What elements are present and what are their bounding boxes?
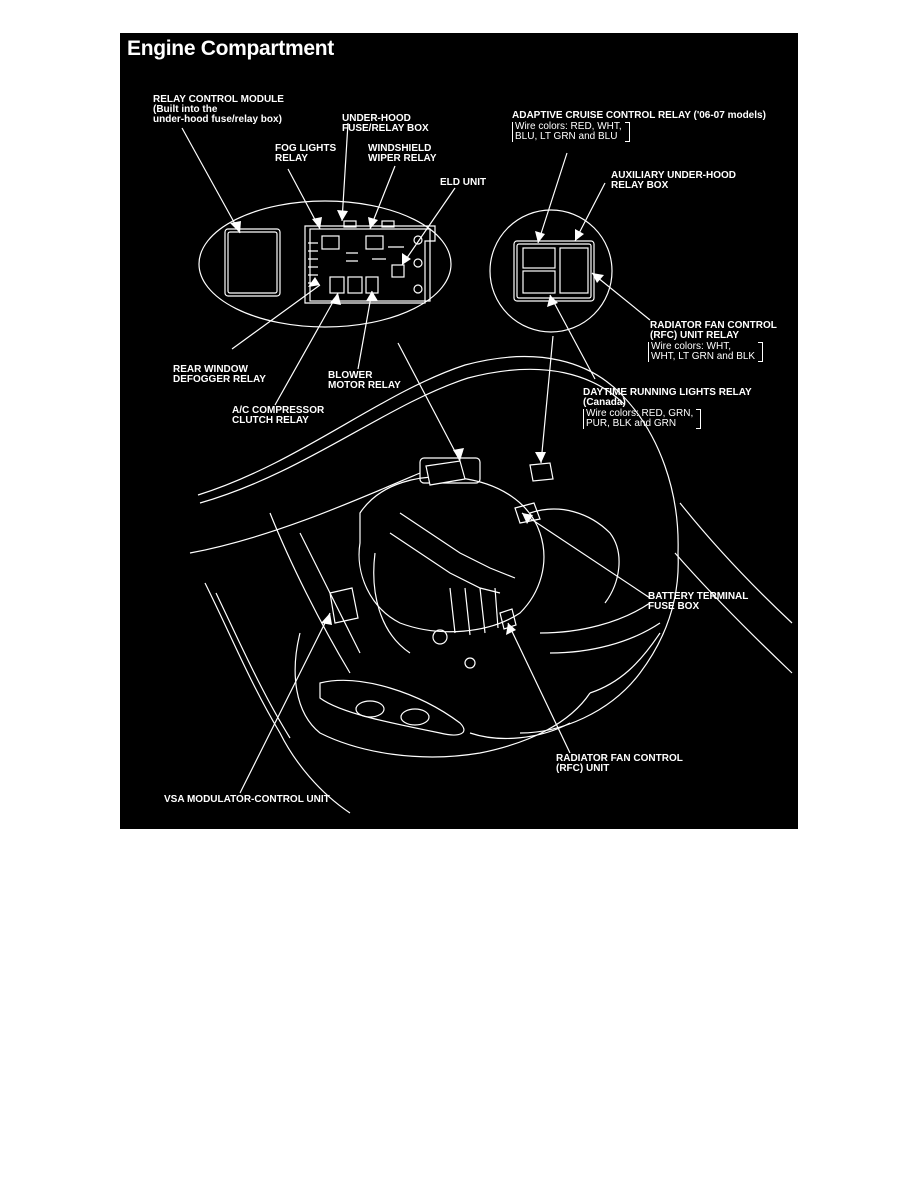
label-rfc-unit-relay: RADIATOR FAN CONTROL (RFC) UNIT RELAY	[650, 320, 777, 341]
label-auxiliary-under-hood-relay-box: AUXILIARY UNDER-HOOD RELAY BOX	[611, 170, 737, 191]
wire-colors-drl-relay: Wire colors: RED, GRN, PUR, BLK and GRN	[583, 409, 693, 429]
label-fog-lights-relay: FOG LIGHTS RELAY	[275, 143, 337, 164]
label-daytime-running-lights-relay: DAYTIME RUNNING LIGHTS RELAY (Canada)	[583, 387, 752, 408]
label-eld-unit: ELD UNIT	[440, 177, 487, 188]
auxiliary-relay-box-callout	[490, 210, 612, 332]
label-vsa-modulator-control-unit: VSA MODULATOR-CONTROL UNIT	[164, 794, 330, 805]
label-adaptive-cruise-control-relay: ADAPTIVE CRUISE CONTROL RELAY ('06-07 models)	[512, 110, 766, 121]
label-rear-window-defogger-relay: REAR WINDOW DEFOGGER RELAY	[173, 364, 266, 385]
wire-colors-rfc-relay: Wire colors: WHT, WHT, LT GRN and BLK	[648, 342, 755, 362]
label-blower-motor-relay: BLOWER MOTOR RELAY	[328, 370, 401, 391]
label-relay-control-module: RELAY CONTROL MODULE (Built into the under-hood fuse/relay box)	[153, 94, 284, 125]
engine-compartment-diagram	[120, 33, 798, 829]
engine-bay-components	[330, 461, 553, 629]
label-rfc-unit: RADIATOR FAN CONTROL (RFC) UNIT	[556, 753, 683, 774]
engine-compartment-figure	[120, 33, 798, 829]
fuse-relay-box-callout	[199, 201, 451, 327]
label-ac-compressor-clutch-relay: A/C COMPRESSOR CLUTCH RELAY	[232, 405, 325, 426]
label-under-hood-fuse-relay-box: UNDER-HOOD FUSE/RELAY BOX	[342, 113, 429, 134]
figure-title: Engine Compartment	[127, 37, 334, 60]
leader-lines	[182, 123, 650, 793]
label-battery-terminal-fuse-box: BATTERY TERMINAL FUSE BOX	[648, 591, 749, 612]
wire-colors-adaptive-cruise: Wire colors: RED, WHT, BLU, LT GRN and BLU	[512, 122, 622, 142]
label-windshield-wiper-relay: WINDSHIELD WIPER RELAY	[368, 143, 437, 164]
